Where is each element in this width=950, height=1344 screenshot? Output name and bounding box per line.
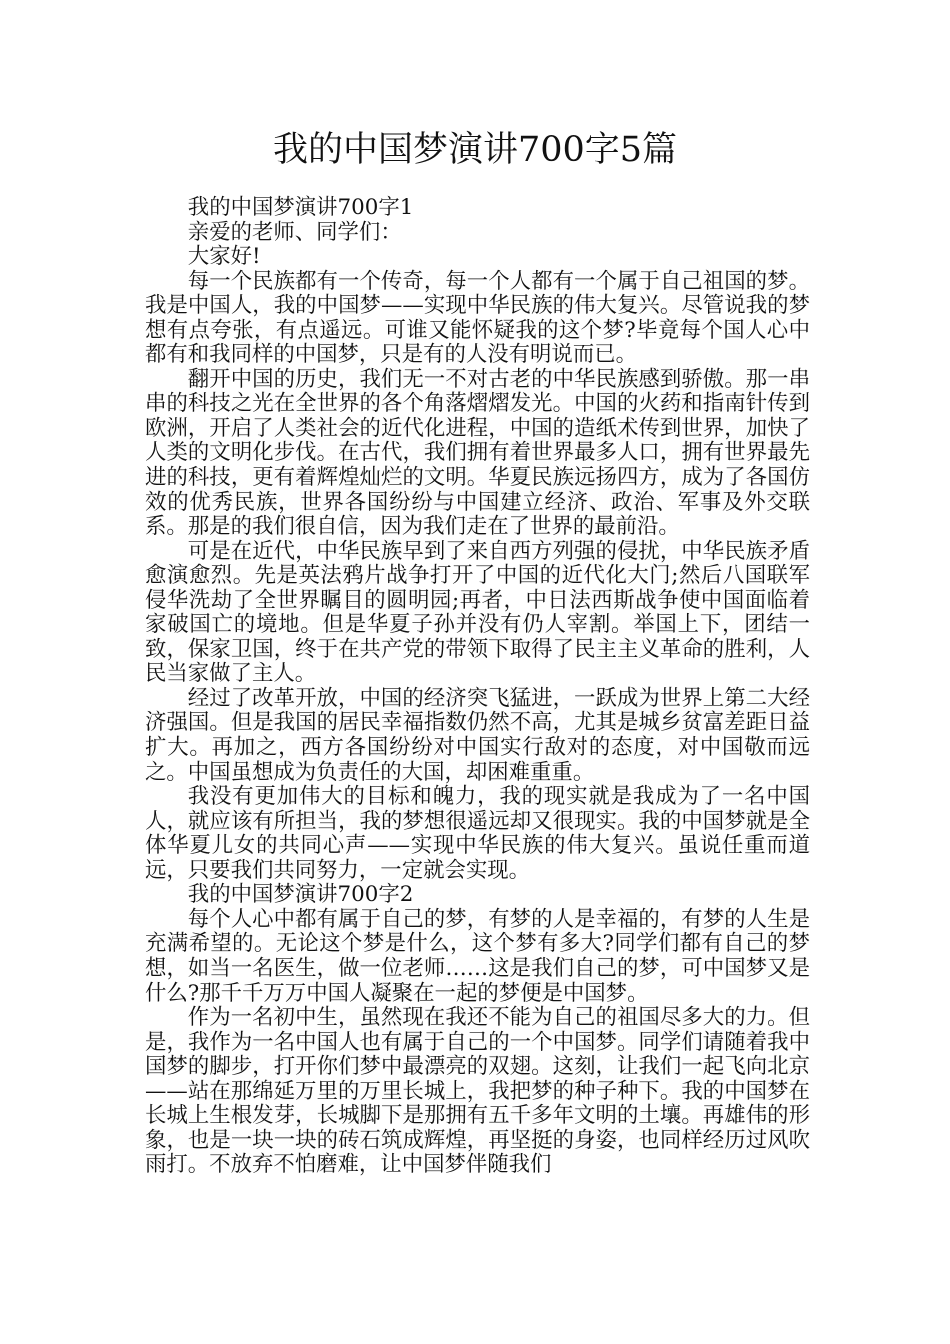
paragraph: 经过了改革开放，中国的经济突飞猛进，一跃成为世界上第二大经济强国。但是我国的居民幸福指数仍然不高，尤其是城乡贫富差距日益扩大。再加之，西方各国纷纷对中国实行敌对的态度，对中国敬而远之。中国虽想成为负责任的大国，却困难重重。: [145, 685, 810, 785]
greeting: 大家好!: [187, 244, 261, 270]
document-title: 我的中国梦演讲700字5篇: [272, 130, 678, 170]
section-heading-1: 我的中国梦演讲700字1: [187, 195, 414, 220]
salutation: 亲爱的老师、同学们：: [187, 219, 402, 245]
paragraph: 每一个民族都有一个传奇，每一个人都有一个属于自己祖国的梦。我是中国人，我的中国梦——实现中华民族的伟大复兴。尽管说我的梦想有点夸张，有点遥远。可谁又能怀疑我的这个梦?毕竟每个国人心中都有和我同样的中国梦，只是有的人没有明说而已。: [145, 268, 810, 368]
paragraph: 翻开中国的历史，我们无一不对古老的中华民族感到骄傲。那一串串的科技之光在全世界的各个角落熠熠发光。中国的火药和指南针传到欧洲，开启了人类社会的近代化进程，中国的造纸术传到世界，加快了人类的文明化步伐。在古代，我们拥有着世界最多人口，拥有世界最先进的科技，更有着辉煌灿烂的文明。华夏民族远扬四方，成为了各国仿效的优秀民族，世界各国纷纷与中国建立经济、政治、军事及外交联系。那是的我们很自信，因为我们走在了世界的最前沿。: [145, 366, 810, 540]
document-body: [145, 196, 810, 1178]
paragraph: 可是在近代，中华民族早到了来自西方列强的侵扰，中华民族矛盾愈演愈烈。先是英法鸦片战争打开了中国的近代化大门;然后八国联军侵华洗劫了全世界瞩目的圆明园;再者，中日法西斯战争使中国面临着家破国亡的境地。但是华夏子孙并没有仍人宰割。举国上下，团结一致，保家卫国，终于在共产党的带领下取得了民主主义革命的胜利，人民当家做了主人。: [145, 538, 810, 687]
section-heading-2: 我的中国梦演讲700字2: [187, 882, 414, 908]
paragraph: 我没有更加伟大的目标和魄力，我的现实就是我成为了一名中国人，就应该有所担当，我的梦想很遥远却又很现实。我的中国梦就是全体华夏儿女的共同心声——实现中华民族的伟大复兴。虽说任重而道远，只要我们共同努力，一定就会实现。: [145, 784, 810, 883]
paragraph: 每个人心中都有属于自己的梦，有梦的人是幸福的，有梦的人生是充满希望的。无论这个梦是什么，这个梦有多大?同学们都有自己的梦想，如当一名医生，做一位老师……这是我们自己的梦，可中国梦又是什么?那千千万万中国人凝聚在一起的梦便是中国梦。: [145, 906, 810, 1006]
paragraph: 作为一名初中生，虽然现在我还不能为自己的祖国尽多大的力。但是，我作为一名中国人也有属于自己的一个中国梦。同学们请随着我中国梦的脚步，打开你们梦中最漂亮的双翅。这刻，让我们一起飞向北京——站在那绵延万里的万里长城上，我把梦的种子种下。我的中国梦在长城上生根发芽，长城脚下是那拥有五千多年文明的土壤。再雄伟的形象，也是一块一块的砖石筑成辉煌，再坚挺的身姿，也同样经历过风吹雨打。不放弃不怕磨难，让中国梦伴随我们: [145, 1005, 810, 1178]
